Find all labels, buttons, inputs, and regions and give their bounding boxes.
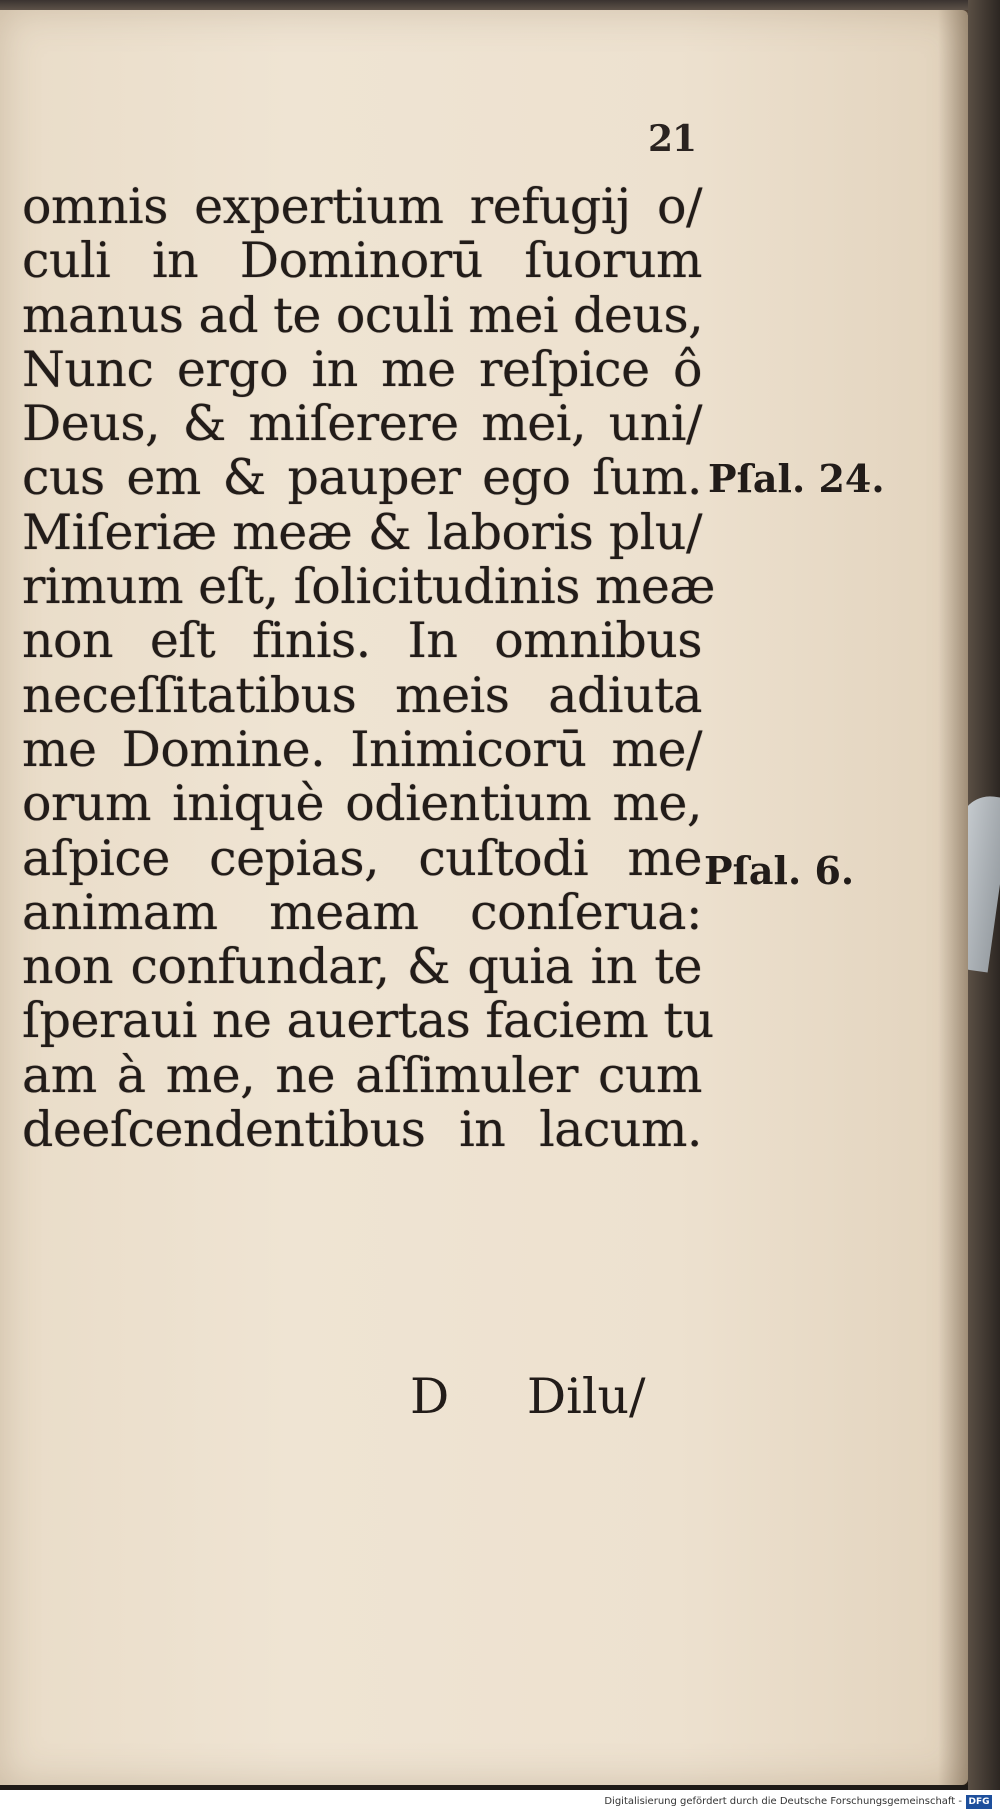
page-number: 21 — [648, 118, 697, 160]
text-line: neceſſitatibus meis adiuta — [22, 666, 702, 724]
text-line: Miſeriæ meæ & laboris plu/ — [22, 503, 702, 561]
margin-note-psalm-6: Pſal. 6. — [704, 848, 855, 893]
dfg-logo: DFG — [966, 1795, 992, 1809]
text-line: manus ad te oculi mei deus, — [22, 286, 704, 344]
text-line: me Domine. Inimicorū me/ — [22, 720, 702, 778]
text-line: aſpice cepias, cuſtodi me — [22, 829, 702, 887]
text-line: animam meam conſerua: — [22, 883, 702, 941]
text-line: omnis expertium refugij o/ — [22, 178, 702, 235]
text-line: cus em & pauper ego ſum. — [22, 449, 702, 507]
footer-credit: Digitalisierung gefördert durch die Deutsche Forschungsgemeinschaft - — [604, 1796, 962, 1807]
text-line: culi in Dominorū ſuorum — [22, 232, 702, 290]
text-line: am à me, ne aſſimuler cum — [22, 1046, 702, 1104]
text-line: non confundar, & quia in te — [22, 938, 702, 996]
book-page — [0, 10, 968, 1785]
text-line: non eſt finis. In omnibus — [22, 612, 702, 670]
margin-note-psalm-24: Pſal. 24. — [708, 456, 885, 501]
text-line: Nunc ergo in me reſpice ô — [22, 340, 702, 398]
text-line: ſperaui ne auertas faciem tu — [22, 992, 714, 1050]
catchword: Dilu/ — [526, 1368, 646, 1425]
signature-catchword-row — [410, 1368, 646, 1425]
signature-mark: D — [410, 1368, 450, 1425]
text-block — [22, 178, 715, 1159]
text-line: orum iniquè odientium me, — [22, 775, 702, 833]
text-line: Deus, & miſerere mei, uni/ — [22, 395, 702, 453]
text-line: deeſcendentibus in lacum. — [22, 1101, 702, 1159]
text-line: rimum eſt, ſolicitudinis meæ — [22, 558, 715, 616]
